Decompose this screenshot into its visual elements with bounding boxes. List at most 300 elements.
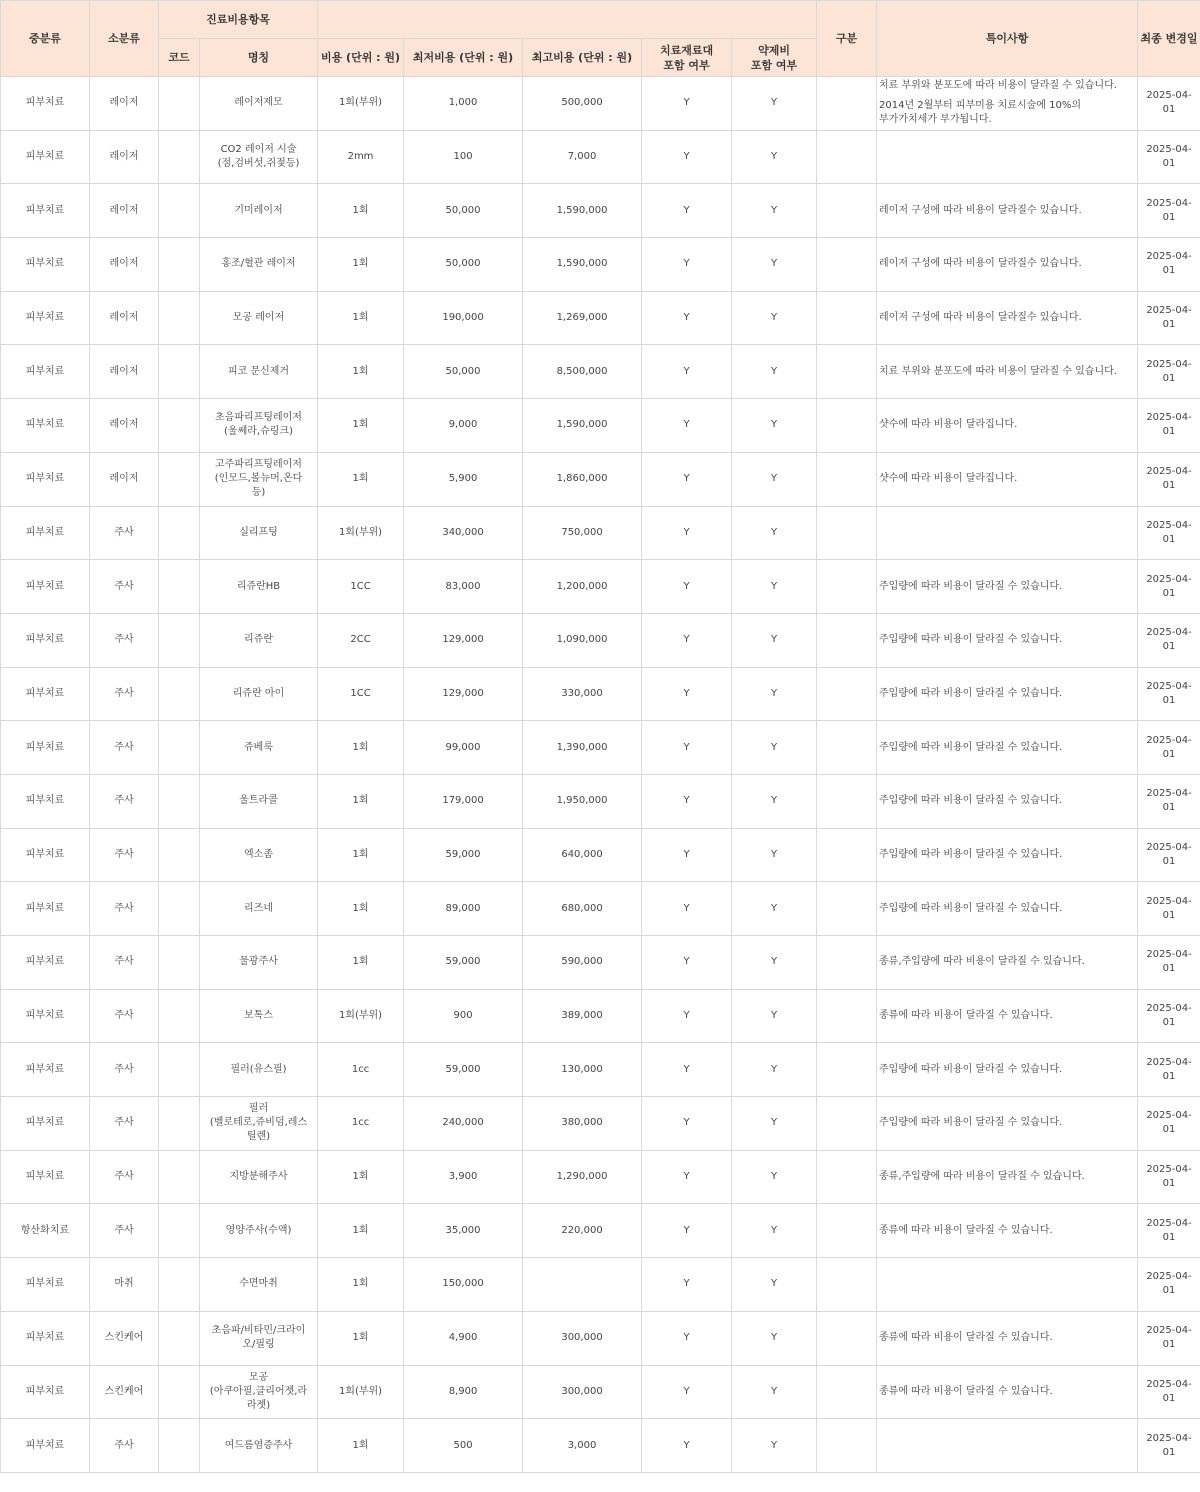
cell-unit: 1회(부위) <box>318 506 404 560</box>
remark-line: 레이저 구성에 따라 비용이 달라질수 있습니다. <box>879 204 1082 216</box>
cell-mid-category: 피부치료 <box>1 399 90 453</box>
cell-drug-included: Y <box>732 989 817 1043</box>
cell-name <box>200 989 318 1043</box>
cell-division <box>817 667 877 721</box>
cell-drug-included: Y <box>732 774 817 828</box>
cell-code <box>159 452 200 506</box>
cell-mid-category: 피부치료 <box>1 291 90 345</box>
cell-max-cost: 8,500,000 <box>523 345 642 399</box>
cell-max-cost: 590,000 <box>523 936 642 990</box>
cell-remarks <box>877 560 1138 614</box>
cell-max-cost: 300,000 <box>523 1311 642 1365</box>
item-name: 보톡스 <box>244 1010 273 1022</box>
cell-mid-category: 피부치료 <box>1 667 90 721</box>
cell-sub-category: 레이저 <box>90 77 159 131</box>
cell-material-included: Y <box>642 399 732 453</box>
cell-drug-included: Y <box>732 1419 817 1473</box>
cell-min-cost: 99,000 <box>404 721 523 775</box>
cell-unit: 1회(부위) <box>318 989 404 1043</box>
remark-line: 종류,주입량에 따라 비용이 달라질 수 있습니다. <box>879 956 1085 968</box>
cell-mid-category: 피부치료 <box>1 774 90 828</box>
cell-code <box>159 1419 200 1473</box>
cell-sub-category: 주사 <box>90 1204 159 1258</box>
cell-remarks <box>877 184 1138 238</box>
cell-code <box>159 1365 200 1419</box>
cell-min-cost: 59,000 <box>404 828 523 882</box>
cell-last-updated: 2025-04-01 <box>1138 399 1200 453</box>
item-name: 여드름염증주사 <box>224 1439 293 1451</box>
cell-sub-category: 주사 <box>90 936 159 990</box>
cell-material-included: Y <box>642 774 732 828</box>
cell-mid-category: 피부치료 <box>1 1311 90 1365</box>
header-item-group: 진료비용항목 <box>159 1 318 39</box>
item-name: 레이저제모 <box>234 97 283 109</box>
remark-line: 종류에 따라 비용이 달라질 수 있습니다. <box>879 1010 1053 1022</box>
cell-unit: 2mm <box>318 130 404 184</box>
cell-division <box>817 936 877 990</box>
table-row <box>1 77 1200 131</box>
item-name: 수면마취 <box>239 1278 278 1290</box>
cell-material-included: Y <box>642 1365 732 1419</box>
cell-drug-included: Y <box>732 345 817 399</box>
remark-line: 레이저 구성에 따라 비용이 달라질수 있습니다. <box>879 312 1082 324</box>
table-row <box>1 506 1200 560</box>
cell-mid-category: 피부치료 <box>1 345 90 399</box>
cell-sub-category: 주사 <box>90 1043 159 1097</box>
cell-division <box>817 882 877 936</box>
cell-division <box>817 1419 877 1473</box>
cell-division <box>817 452 877 506</box>
cell-division <box>817 828 877 882</box>
cell-material-included: Y <box>642 667 732 721</box>
cell-min-cost: 179,000 <box>404 774 523 828</box>
cell-remarks <box>877 1204 1138 1258</box>
cell-drug-included: Y <box>732 1365 817 1419</box>
cell-code <box>159 936 200 990</box>
cell-mid-category: 피부치료 <box>1 936 90 990</box>
cell-name <box>200 936 318 990</box>
cell-remarks <box>877 721 1138 775</box>
remark-line: 주입량에 따라 비용이 달라질 수 있습니다. <box>879 902 1063 914</box>
item-name: 피코 문신제거 <box>227 365 290 377</box>
cell-max-cost: 1,590,000 <box>523 184 642 238</box>
item-name: 엑소좀 <box>244 848 273 860</box>
remark-line: 샷수에 따라 비용이 달라집니다. <box>879 473 1018 485</box>
cell-division <box>817 130 877 184</box>
cell-material-included: Y <box>642 1258 732 1312</box>
cell-remarks <box>877 452 1138 506</box>
cell-code <box>159 613 200 667</box>
cell-min-cost: 89,000 <box>404 882 523 936</box>
header-name: 명칭 <box>200 39 318 77</box>
cell-drug-included: Y <box>732 1311 817 1365</box>
cell-unit: 1CC <box>318 667 404 721</box>
cell-sub-category: 주사 <box>90 828 159 882</box>
cell-division <box>817 1365 877 1419</box>
cell-drug-included: Y <box>732 1258 817 1312</box>
cell-division <box>817 560 877 614</box>
cell-material-included: Y <box>642 1419 732 1473</box>
cell-max-cost: 7,000 <box>523 130 642 184</box>
cell-division <box>817 506 877 560</box>
cell-mid-category: 피부치료 <box>1 1365 90 1419</box>
cell-remarks <box>877 291 1138 345</box>
cell-last-updated: 2025-04-01 <box>1138 1043 1200 1097</box>
cell-material-included: Y <box>642 291 732 345</box>
table-row <box>1 1258 1200 1312</box>
cell-division <box>817 1150 877 1204</box>
cell-mid-category: 피부치료 <box>1 560 90 614</box>
item-name: 고주파리프팅레이저 (인모드,볼뉴머,온다 등) <box>214 459 303 499</box>
cell-unit: 1회 <box>318 1311 404 1365</box>
cell-remarks <box>877 1150 1138 1204</box>
remark-line: 종류,주입량에 따라 비용이 달라질 수 있습니다. <box>879 1171 1085 1183</box>
remark-line: 종류에 따라 비용이 달라질 수 있습니다. <box>879 1332 1053 1344</box>
cell-name <box>200 1150 318 1204</box>
cell-last-updated: 2025-04-01 <box>1138 1365 1200 1419</box>
cell-max-cost: 1,590,000 <box>523 399 642 453</box>
cell-min-cost: 4,900 <box>404 1311 523 1365</box>
cell-min-cost: 50,000 <box>404 238 523 292</box>
cell-code <box>159 774 200 828</box>
cell-drug-included: Y <box>732 130 817 184</box>
cell-remarks <box>877 989 1138 1043</box>
cell-max-cost: 1,390,000 <box>523 721 642 775</box>
cell-mid-category: 항산화치료 <box>1 1204 90 1258</box>
cell-material-included: Y <box>642 77 732 131</box>
cell-drug-included: Y <box>732 291 817 345</box>
cell-name <box>200 613 318 667</box>
cell-min-cost: 8,900 <box>404 1365 523 1419</box>
cell-mid-category: 피부치료 <box>1 1258 90 1312</box>
table-row <box>1 936 1200 990</box>
cell-last-updated: 2025-04-01 <box>1138 1258 1200 1312</box>
cell-mid-category: 피부치료 <box>1 828 90 882</box>
cell-unit: 1회 <box>318 774 404 828</box>
cell-sub-category: 주사 <box>90 882 159 936</box>
cell-name <box>200 882 318 936</box>
cell-min-cost: 150,000 <box>404 1258 523 1312</box>
cell-name <box>200 1258 318 1312</box>
cell-max-cost: 3,000 <box>523 1419 642 1473</box>
cell-max-cost: 750,000 <box>523 506 642 560</box>
cell-material-included: Y <box>642 721 732 775</box>
cell-name <box>200 721 318 775</box>
cell-sub-category: 레이저 <box>90 130 159 184</box>
table-row <box>1 774 1200 828</box>
cell-min-cost: 9,000 <box>404 399 523 453</box>
remark-line: 주입량에 따라 비용이 달라질 수 있습니다. <box>879 741 1063 753</box>
item-name: 울트라콜 <box>239 795 278 807</box>
cell-remarks <box>877 613 1138 667</box>
cell-name <box>200 1204 318 1258</box>
cell-min-cost: 5,900 <box>404 452 523 506</box>
cell-min-cost: 129,000 <box>404 613 523 667</box>
cell-material-included: Y <box>642 1043 732 1097</box>
table-row <box>1 184 1200 238</box>
cell-max-cost: 389,000 <box>523 989 642 1043</box>
remark-line: 주입량에 따라 비용이 달라질 수 있습니다. <box>879 1063 1063 1075</box>
cell-drug-included: Y <box>732 828 817 882</box>
table-row <box>1 130 1200 184</box>
cell-drug-included: Y <box>732 1097 817 1151</box>
cell-max-cost: 640,000 <box>523 828 642 882</box>
cell-unit: 1회 <box>318 1204 404 1258</box>
table-row <box>1 828 1200 882</box>
cell-name <box>200 345 318 399</box>
cell-material-included: Y <box>642 238 732 292</box>
cell-material-included: Y <box>642 613 732 667</box>
cell-last-updated: 2025-04-01 <box>1138 560 1200 614</box>
cell-last-updated: 2025-04-01 <box>1138 882 1200 936</box>
cell-division <box>817 1043 877 1097</box>
cell-code <box>159 399 200 453</box>
cell-code <box>159 667 200 721</box>
cell-min-cost: 900 <box>404 989 523 1043</box>
table-row <box>1 1150 1200 1204</box>
header-division: 구분 <box>817 1 877 77</box>
cell-code <box>159 506 200 560</box>
cell-max-cost: 1,090,000 <box>523 613 642 667</box>
cell-unit: 1회 <box>318 1150 404 1204</box>
cell-remarks <box>877 345 1138 399</box>
remark-line: 주입량에 따라 비용이 달라질 수 있습니다. <box>879 687 1063 699</box>
cell-material-included: Y <box>642 452 732 506</box>
cell-unit: 1회 <box>318 399 404 453</box>
cell-material-included: Y <box>642 1311 732 1365</box>
cell-material-included: Y <box>642 989 732 1043</box>
header-min-cost: 최저비용 (단위 : 원) <box>404 39 523 77</box>
cell-unit: 1CC <box>318 560 404 614</box>
cell-sub-category: 레이저 <box>90 452 159 506</box>
cell-name <box>200 291 318 345</box>
cell-drug-included: Y <box>732 560 817 614</box>
cell-drug-included: Y <box>732 613 817 667</box>
cell-division <box>817 184 877 238</box>
cell-drug-included: Y <box>732 1204 817 1258</box>
cell-sub-category: 스킨케어 <box>90 1365 159 1419</box>
cell-last-updated: 2025-04-01 <box>1138 506 1200 560</box>
table-row <box>1 989 1200 1043</box>
table-row <box>1 1043 1200 1097</box>
cell-code <box>159 130 200 184</box>
cell-last-updated: 2025-04-01 <box>1138 667 1200 721</box>
cell-code <box>159 828 200 882</box>
cell-sub-category: 레이저 <box>90 345 159 399</box>
cell-unit: 1cc <box>318 1043 404 1097</box>
cell-max-cost: 300,000 <box>523 1365 642 1419</box>
cell-min-cost: 240,000 <box>404 1097 523 1151</box>
cell-drug-included: Y <box>732 1043 817 1097</box>
cell-remarks <box>877 1043 1138 1097</box>
cell-material-included: Y <box>642 936 732 990</box>
item-name: 기미레이저 <box>234 204 283 216</box>
cell-remarks <box>877 238 1138 292</box>
cell-name <box>200 1043 318 1097</box>
cell-name <box>200 828 318 882</box>
cell-last-updated: 2025-04-01 <box>1138 452 1200 506</box>
remark-line: 2014년 2월부터 피부미용 치료시술에 10%의 부가가치세가 부가됩니다. <box>879 100 1082 126</box>
cell-name <box>200 238 318 292</box>
remark-line: 주입량에 따라 비용이 달라질 수 있습니다. <box>879 1117 1063 1129</box>
cell-min-cost: 340,000 <box>404 506 523 560</box>
item-name: 지방분해주사 <box>229 1171 288 1183</box>
cell-division <box>817 1258 877 1312</box>
cell-drug-included: Y <box>732 238 817 292</box>
cell-code <box>159 77 200 131</box>
table-row <box>1 238 1200 292</box>
cell-sub-category: 주사 <box>90 1419 159 1473</box>
cell-remarks <box>877 936 1138 990</box>
cell-division <box>817 77 877 131</box>
cell-unit: 2CC <box>318 613 404 667</box>
cell-unit: 1회 <box>318 345 404 399</box>
table-row <box>1 721 1200 775</box>
cell-last-updated: 2025-04-01 <box>1138 989 1200 1043</box>
cell-name <box>200 452 318 506</box>
cell-max-cost: 1,590,000 <box>523 238 642 292</box>
cell-name <box>200 1097 318 1151</box>
cell-max-cost: 1,200,000 <box>523 560 642 614</box>
item-name: 리쥬란 <box>244 634 273 646</box>
remark-line: 종류에 따라 비용이 달라질 수 있습니다. <box>879 1385 1053 1397</box>
cell-material-included: Y <box>642 1204 732 1258</box>
item-name: 리즈네 <box>244 902 273 914</box>
item-name: 리쥬란 아이 <box>232 687 285 699</box>
table-body <box>1 77 1200 1473</box>
cell-last-updated: 2025-04-01 <box>1138 184 1200 238</box>
item-name: 물광주사 <box>239 956 278 968</box>
cell-division <box>817 1097 877 1151</box>
cell-last-updated: 2025-04-01 <box>1138 1150 1200 1204</box>
cell-division <box>817 721 877 775</box>
cell-sub-category: 주사 <box>90 613 159 667</box>
remark-line: 주입량에 따라 비용이 달라질 수 있습니다. <box>879 634 1063 646</box>
cell-code <box>159 1097 200 1151</box>
table-row <box>1 1419 1200 1473</box>
cell-name <box>200 184 318 238</box>
item-name: 필러(유스필) <box>230 1063 287 1075</box>
cell-division <box>817 1204 877 1258</box>
remark-line: 치료 부위와 분포도에 따라 비용이 달라질 수 있습니다. <box>879 80 1117 92</box>
table-row <box>1 1204 1200 1258</box>
cell-min-cost: 83,000 <box>404 560 523 614</box>
cell-unit: 1회 <box>318 1258 404 1312</box>
remark-line: 레이저 구성에 따라 비용이 달라질수 있습니다. <box>879 258 1082 270</box>
cell-name <box>200 1419 318 1473</box>
cell-max-cost: 130,000 <box>523 1043 642 1097</box>
cell-name <box>200 1365 318 1419</box>
cell-code <box>159 1043 200 1097</box>
header-mid-category: 중분류 <box>1 1 90 77</box>
cell-min-cost: 3,900 <box>404 1150 523 1204</box>
cell-code <box>159 882 200 936</box>
cell-min-cost: 1,000 <box>404 77 523 131</box>
cell-unit: 1회 <box>318 936 404 990</box>
remark-line: 치료 부위와 분포도에 따라 비용이 달라질 수 있습니다. <box>879 365 1117 377</box>
item-name: 영양주사(수액) <box>225 1224 292 1236</box>
item-name: 필러 (벨로테로,쥬비덤,레스 틸렌) <box>209 1103 308 1143</box>
cell-material-included: Y <box>642 184 732 238</box>
table-row <box>1 1311 1200 1365</box>
cell-sub-category: 주사 <box>90 1097 159 1151</box>
header-max-cost: 최고비용 (단위 : 원) <box>523 39 642 77</box>
cell-code <box>159 721 200 775</box>
cell-unit: 1회(부위) <box>318 77 404 131</box>
cell-material-included: Y <box>642 1150 732 1204</box>
cell-max-cost: 1,269,000 <box>523 291 642 345</box>
cell-last-updated: 2025-04-01 <box>1138 613 1200 667</box>
item-name: 홍조/혈관 레이저 <box>221 258 296 270</box>
cell-mid-category: 피부치료 <box>1 77 90 131</box>
cell-sub-category: 주사 <box>90 721 159 775</box>
cell-unit: 1회 <box>318 1419 404 1473</box>
cell-code <box>159 184 200 238</box>
table-row <box>1 613 1200 667</box>
cell-unit: 1회 <box>318 882 404 936</box>
cell-remarks <box>877 1419 1138 1473</box>
cell-division <box>817 1311 877 1365</box>
cell-unit: 1회 <box>318 452 404 506</box>
cell-name <box>200 399 318 453</box>
header-last-updated: 최종 변경일 <box>1138 1 1200 77</box>
cell-mid-category: 피부치료 <box>1 1150 90 1204</box>
cell-material-included: Y <box>642 345 732 399</box>
cell-mid-category: 피부치료 <box>1 613 90 667</box>
remark-line: 샷수에 따라 비용이 달라집니다. <box>879 419 1018 431</box>
cell-sub-category: 주사 <box>90 506 159 560</box>
header-drug-included: 약제비 포함 여부 <box>732 39 817 77</box>
header-code: 코드 <box>159 39 200 77</box>
cell-sub-category: 주사 <box>90 667 159 721</box>
cell-unit: 1회 <box>318 184 404 238</box>
cell-remarks <box>877 1311 1138 1365</box>
cell-remarks <box>877 77 1138 131</box>
cell-unit: 1회 <box>318 721 404 775</box>
cell-drug-included: Y <box>732 1150 817 1204</box>
cell-drug-included: Y <box>732 721 817 775</box>
cell-drug-included: Y <box>732 667 817 721</box>
cell-max-cost: 220,000 <box>523 1204 642 1258</box>
table-row <box>1 882 1200 936</box>
cell-drug-included: Y <box>732 399 817 453</box>
cell-min-cost: 100 <box>404 130 523 184</box>
cell-min-cost: 59,000 <box>404 1043 523 1097</box>
cell-unit: 1회 <box>318 828 404 882</box>
table-row <box>1 452 1200 506</box>
cell-remarks <box>877 506 1138 560</box>
cell-drug-included: Y <box>732 506 817 560</box>
cell-mid-category: 피부치료 <box>1 1043 90 1097</box>
table-row <box>1 291 1200 345</box>
cell-mid-category: 피부치료 <box>1 184 90 238</box>
header-cost-group <box>318 1 817 39</box>
cell-mid-category: 피부치료 <box>1 1097 90 1151</box>
cell-max-cost: 680,000 <box>523 882 642 936</box>
cell-last-updated: 2025-04-01 <box>1138 1097 1200 1151</box>
cell-drug-included: Y <box>732 882 817 936</box>
cell-last-updated: 2025-04-01 <box>1138 1419 1200 1473</box>
cell-code <box>159 291 200 345</box>
cell-last-updated: 2025-04-01 <box>1138 721 1200 775</box>
cell-remarks <box>877 130 1138 184</box>
cell-unit: 1회 <box>318 238 404 292</box>
header-remarks: 특이사항 <box>877 1 1138 77</box>
cell-min-cost: 500 <box>404 1419 523 1473</box>
cell-max-cost: 330,000 <box>523 667 642 721</box>
cell-remarks <box>877 667 1138 721</box>
remark-line: 종류에 따라 비용이 달라질 수 있습니다. <box>879 1224 1053 1236</box>
